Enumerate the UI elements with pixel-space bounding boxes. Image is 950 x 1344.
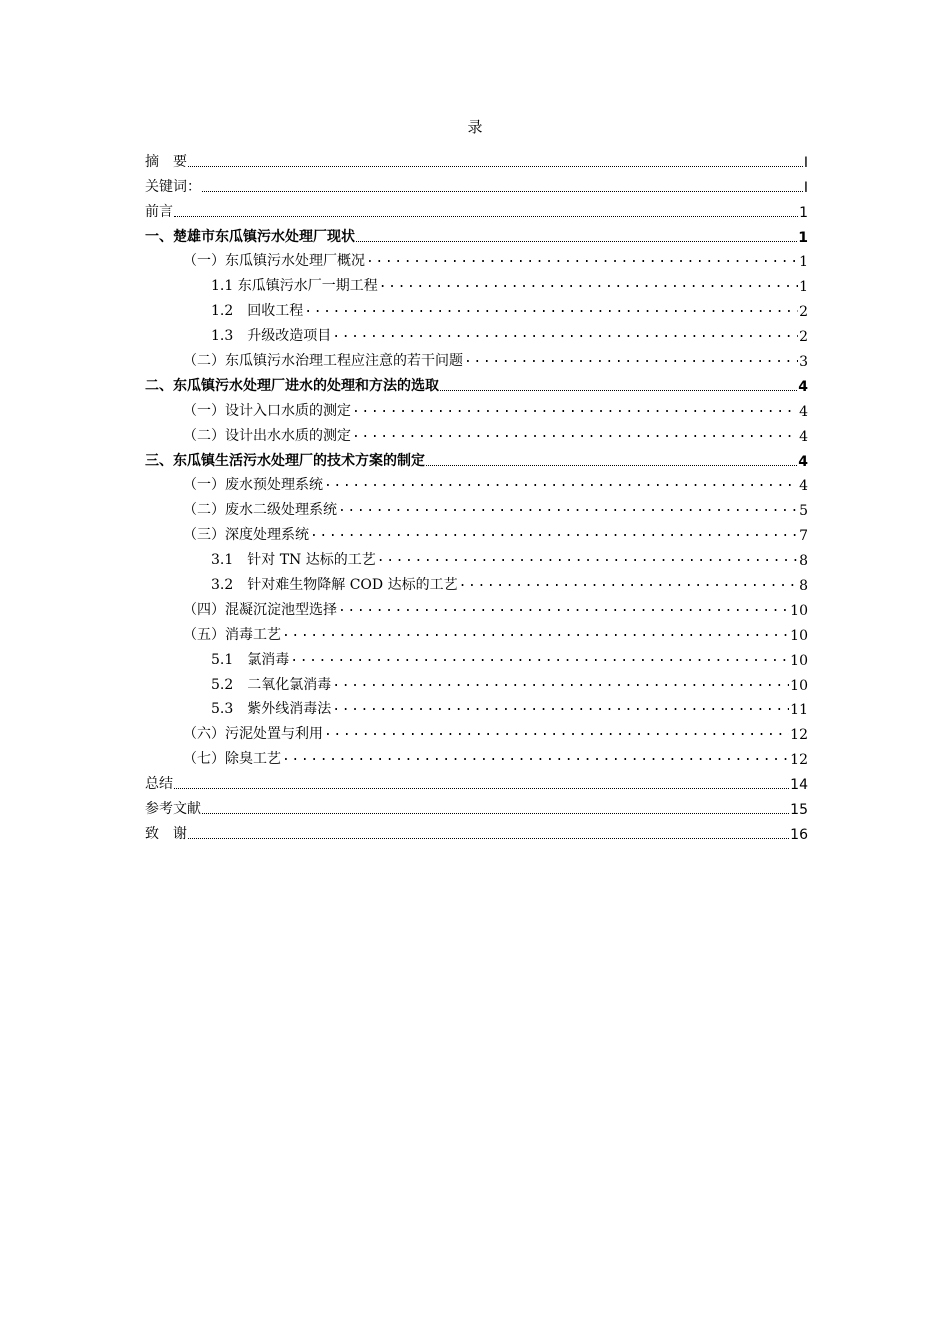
toc-dot-leader [377, 550, 798, 565]
toc-dot-leader [352, 401, 798, 416]
toc-dot-leader [459, 575, 798, 590]
toc-dot-leader [188, 165, 803, 167]
toc-entry-label: （五）消毒工艺 [183, 626, 281, 643]
toc-entry-label: 一、楚雄市东瓜镇污水处理厂现状 [145, 228, 355, 245]
toc-entry-page: 14 [790, 777, 808, 794]
toc-entry[interactable] [145, 494, 808, 519]
toc-entry-label: 3.1 针对 TN 达标的工艺 [211, 552, 376, 569]
toc-title: 录 [467, 118, 483, 136]
toc-dot-leader [202, 190, 803, 192]
toc-entry-page: 10 [790, 677, 808, 694]
toc-entry-page: 5 [799, 503, 808, 520]
toc-entry-page: 12 [790, 752, 808, 769]
toc-dot-leader [174, 787, 789, 789]
toc-entry[interactable] [145, 743, 808, 768]
toc-entry-label: 关键词： [145, 178, 201, 195]
toc-entry[interactable] [145, 818, 808, 843]
toc-dot-leader [188, 837, 789, 839]
toc-entry-page: 15 [790, 802, 808, 819]
toc-entry[interactable] [145, 345, 808, 370]
toc-entry[interactable] [145, 544, 808, 569]
toc-entry-label: （四）混凝沉淀池型选择 [183, 601, 337, 618]
toc-dot-leader [324, 724, 789, 739]
toc-entry[interactable] [145, 594, 808, 619]
toc-entry[interactable] [145, 146, 808, 171]
toc-entry[interactable] [145, 196, 808, 221]
toc-entry[interactable] [145, 221, 808, 246]
toc-entry[interactable] [145, 793, 808, 818]
toc-entry-label: 参考文献 [145, 801, 201, 818]
toc-dot-leader [352, 426, 798, 441]
toc-entry-label: 总结 [145, 776, 173, 793]
toc-dot-leader [366, 251, 798, 266]
toc-entry[interactable] [145, 619, 808, 644]
toc-entry[interactable] [145, 470, 808, 495]
toc-entry-page: 12 [790, 727, 808, 744]
toc-entry[interactable] [145, 370, 808, 395]
toc-entry-label: （三）深度处理系统 [183, 527, 309, 544]
toc-entry-label: 5.1 氯消毒 [211, 651, 290, 668]
toc-entry-label: 致 谢 [145, 825, 187, 842]
toc-entry-label: （一）东瓜镇污水处理厂概况 [183, 253, 365, 270]
toc-entry-page: 10 [790, 627, 808, 644]
toc-entry-label: 二、东瓜镇污水处理厂进水的处理和方法的选取 [145, 377, 439, 394]
toc-entry-page: 7 [799, 528, 808, 545]
toc-entry[interactable] [145, 171, 808, 196]
toc-entry[interactable] [145, 420, 808, 445]
toc-dot-leader [282, 625, 789, 640]
toc-entry-label: 前言 [145, 203, 173, 220]
toc-entry[interactable] [145, 395, 808, 420]
toc-dot-leader [304, 301, 798, 316]
toc-entry-page: 3 [799, 354, 808, 371]
toc-entry-page: 2 [799, 304, 808, 321]
toc-entry[interactable] [145, 295, 808, 320]
toc-entry-label: （二）设计出水水质的测定 [183, 427, 351, 444]
toc-dot-leader [440, 389, 797, 391]
toc-entry-label: （二）废水二级处理系统 [183, 502, 337, 519]
toc-entry[interactable] [145, 320, 808, 345]
toc-entry-page: 4 [798, 378, 808, 395]
toc-entry[interactable] [145, 768, 808, 793]
toc-entry[interactable] [145, 445, 808, 470]
toc-entry-page: 1 [798, 229, 808, 246]
toc-entry[interactable] [145, 569, 808, 594]
toc-entry-page: 4 [799, 403, 808, 420]
toc-dot-leader [202, 812, 789, 814]
toc-entry-page: I [803, 154, 808, 171]
toc-entry-label: （七）除臭工艺 [183, 751, 281, 768]
toc-entry-label: 3.2 针对难生物降解 COD 达标的工艺 [211, 577, 458, 594]
toc-entry-page: 2 [799, 329, 808, 346]
toc-entry-label: 1.1 东瓜镇污水厂一期工程 [211, 278, 378, 295]
toc-entry-label: （六）污泥处置与利用 [183, 726, 323, 743]
toc-entry-page: 8 [799, 578, 808, 595]
toc-dot-leader [324, 475, 798, 490]
toc-entry-page: 11 [790, 702, 808, 719]
toc-dot-leader [464, 351, 798, 366]
toc-entry-label: （一）废水预处理系统 [183, 477, 323, 494]
toc-entry-label: 5.2 二氧化氯消毒 [211, 676, 332, 693]
toc-entry-label: （二）东瓜镇污水治理工程应注意的若干问题 [183, 353, 463, 370]
toc-entry-page: 1 [799, 204, 808, 221]
toc-entry-label: 1.3 升级改造项目 [211, 328, 332, 345]
toc-entry[interactable] [145, 519, 808, 544]
toc-entry-page: 4 [798, 453, 808, 470]
toc-dot-leader [290, 650, 789, 665]
toc-entry-page: I [803, 179, 808, 196]
toc-dot-leader [332, 699, 789, 714]
toc-entry-page: 4 [799, 428, 808, 445]
toc-entry-page: 16 [790, 826, 808, 843]
toc-entry[interactable] [145, 718, 808, 743]
toc-entry-label: （一）设计入口水质的测定 [183, 402, 351, 419]
toc-dot-leader [174, 215, 798, 217]
toc-entry-page: 10 [790, 602, 808, 619]
toc-entry-page: 1 [799, 254, 808, 271]
toc-dot-leader [379, 276, 798, 291]
toc-entry[interactable] [145, 246, 808, 271]
toc-entry[interactable] [145, 270, 808, 295]
toc-entry-page: 8 [799, 553, 808, 570]
toc-entry-page: 4 [799, 478, 808, 495]
toc-dot-leader [332, 326, 798, 341]
toc-dot-leader [310, 525, 798, 540]
toc-entry-label: 5.3 紫外线消毒法 [211, 701, 332, 718]
toc-dot-leader [338, 600, 789, 615]
toc-entry-label: 1.2 回收工程 [211, 303, 304, 320]
table-of-contents [145, 146, 808, 843]
toc-entry-label: 摘 要 [145, 153, 187, 170]
toc-dot-leader [338, 500, 798, 515]
toc-entry-label: 三、东瓜镇生活污水处理厂的技术方案的制定 [145, 452, 425, 469]
toc-entry-page: 10 [790, 652, 808, 669]
toc-dot-leader [426, 464, 797, 466]
toc-dot-leader [282, 749, 789, 764]
toc-entry[interactable] [145, 694, 808, 719]
toc-entry[interactable] [145, 669, 808, 694]
toc-entry[interactable] [145, 644, 808, 669]
toc-dot-leader [356, 240, 797, 242]
toc-entry-page: 1 [799, 279, 808, 296]
toc-dot-leader [332, 675, 789, 690]
